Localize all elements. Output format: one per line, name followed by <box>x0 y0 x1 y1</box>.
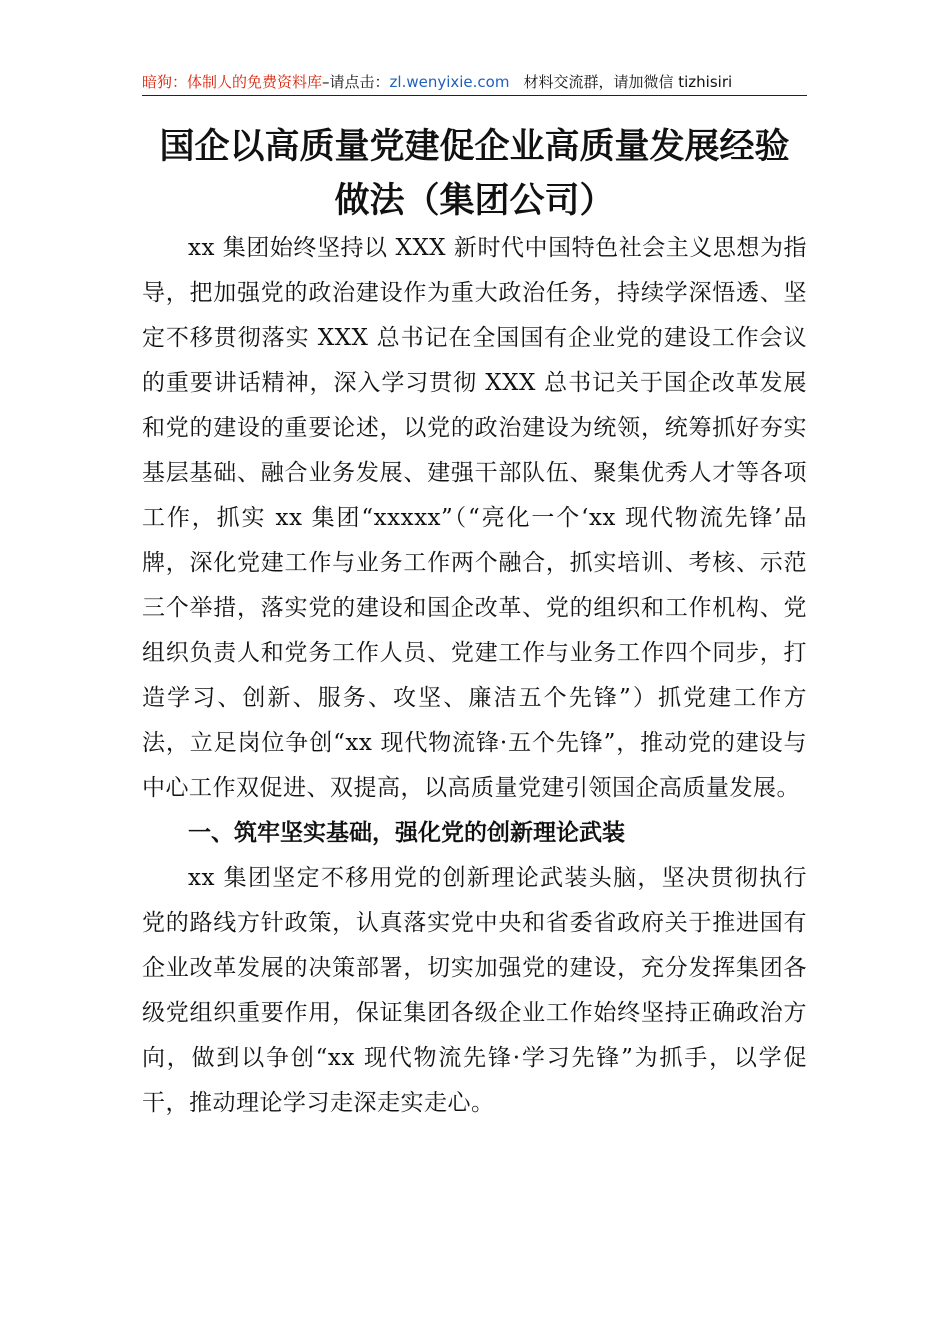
section-heading-1: 一、筑牢坚实基础，强化党的创新理论武装 <box>188 820 625 846</box>
wechat-note: 材料交流群，请加微信 tizhisiri <box>523 73 733 91</box>
document-body <box>142 226 807 1126</box>
site-name[interactable]: 暗狗：体制人的免费资料库 <box>142 73 323 91</box>
header-divider <box>142 95 807 96</box>
title-line-1: 国企以高质量党建促企业高质量发展经验 <box>159 127 790 167</box>
section-1-paragraph: xx 集团坚定不移用党的创新理论武装头脑，坚决贯彻执行党的路线方针政策，认真落实党中央和省委省政府关于推进国有企业改革发展的决策部署，切实加强党的建设，充分发挥集团各级党组织重要作用，保证集团各级企业工作始终坚持正确政治方向，做到以争创“xx 现代物流先锋·学习先锋”为抓手，以学促干，推动理论学习走深走实走心。 <box>142 865 807 1116</box>
document-title <box>142 120 807 228</box>
intro-paragraph: xx 集团始终坚持以 XXX 新时代中国特色社会主义思想为指导，把加强党的政治建设作为重大政治任务，持续学深悟透、坚定不移贯彻落实 XXX 总书记在全国国有企业党的建设工作会议的重要讲话精神，深入学习贯彻 XXX 总书记关于国企改革发展和党的建设的重要论述，以党的政治建设为统领，统筹抓好夯实基层基础、融合业务发展、建强干部队伍、聚集优秀人才等各项工作，抓实 xx 集团“xxxxx”（“亮化一个‘xx 现代物流先锋’品牌，深化党建工作与业务工作两个融合，抓实培训、考核、示范三个举措，落实党的建设和国企改革、党的组织和工作机构、党组织负责人和党务工作人员、党建工作与业务工作四个同步，打造学习、创新、服务、攻坚、廉洁五个先锋”）抓党建工作方法，立足岗位争创“xx 现代物流锋·五个先锋”，推动党的建设与中心工作双促进、双提高，以高质量党建引领国企高质量发展。 <box>142 235 807 801</box>
page-header <box>142 70 807 94</box>
title-line-2: 做法（集团公司） <box>334 181 615 221</box>
click-prompt: –请点击： <box>322 73 390 91</box>
site-url-link[interactable]: zl.wenyixie.com <box>389 73 510 91</box>
